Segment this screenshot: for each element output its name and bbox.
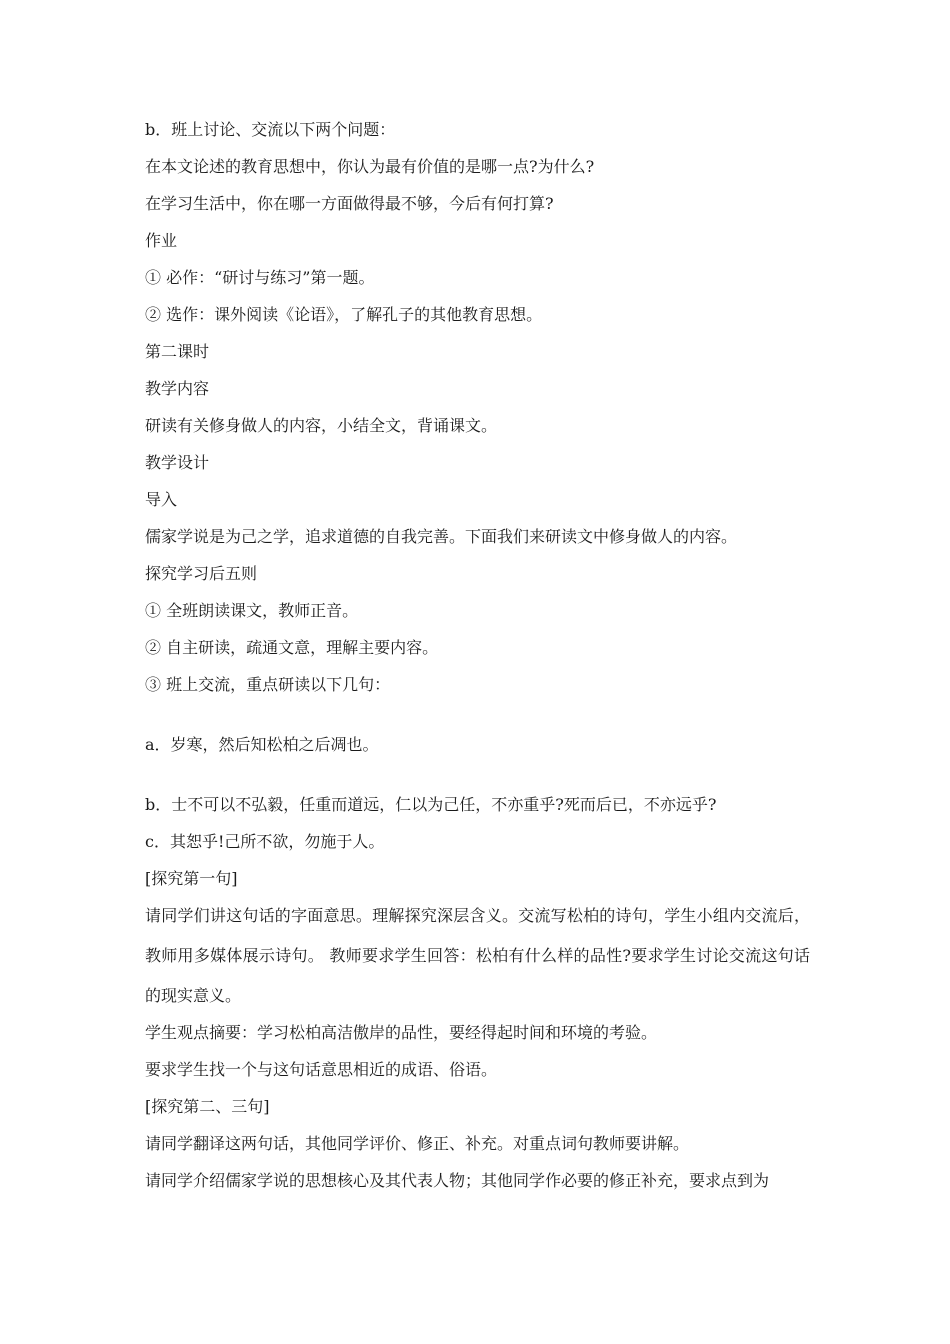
list-item: ③ 班上交流，重点研读以下几句： xyxy=(145,675,391,694)
text-line: b．班上讨论、交流以下两个问题： xyxy=(145,120,396,139)
text-line: 在本文论述的教育思想中，你认为最有价值的是哪一点?为什么? xyxy=(145,157,595,176)
list-item: ② 自主研读，疏通文意，理解主要内容。 xyxy=(145,638,439,657)
section-heading: 探究学习后五则 xyxy=(145,564,258,583)
text-line: 在学习生活中，你在哪一方面做得最不够，今后有何打算? xyxy=(145,194,554,213)
text-paragraph: 请同学们讲这句话的字面意思。理解探究深层含义。交流写松柏的诗句，学生小组内交流后，教师用多媒体展示诗句。 教师要求学生回答：松柏有什么样的品性?要求学生讨论交流这句话的现实意义。 xyxy=(145,906,810,1005)
section-heading: 导入 xyxy=(145,490,178,509)
text-line: 请同学翻译这两句话，其他同学评价、修正、补充。对重点词句教师要讲解。 xyxy=(145,1134,690,1153)
section-heading: 教学设计 xyxy=(145,453,210,472)
text-line: ① 必作：“研讨与练习”第一题。 xyxy=(145,268,375,287)
text-line: 要求学生找一个与这句话意思相近的成语、俗语。 xyxy=(145,1060,498,1079)
quote-line: a．岁寒，然后知松柏之后凋也。 xyxy=(145,735,379,754)
document-body xyxy=(145,120,815,1208)
text-line: 研读有关修身做人的内容，小结全文，背诵课文。 xyxy=(145,416,498,435)
section-heading: 第二课时 xyxy=(145,342,210,361)
text-line: 儒家学说是为己之学，追求道德的自我完善。下面我们来研读文中修身做人的内容。 xyxy=(145,527,738,546)
text-line: 请同学介绍儒家学说的思想核心及其代表人物；其他同学作必要的修正补充，要求点到为 xyxy=(145,1171,770,1190)
text-line: ② 选作：课外阅读《论语》，了解孔子的其他教育思想。 xyxy=(145,305,543,324)
text-line: 学生观点摘要：学习松柏高洁傲岸的品性，要经得起时间和环境的考验。 xyxy=(145,1023,658,1042)
quote-line: c．其恕乎!己所不欲，勿施于人。 xyxy=(145,832,385,851)
list-item: ① 全班朗读课文，教师正音。 xyxy=(145,601,359,620)
section-heading: [探究第一句] xyxy=(145,869,238,888)
section-heading: [探究第二、三句] xyxy=(145,1097,270,1116)
section-heading: 作业 xyxy=(145,231,178,250)
section-heading: 教学内容 xyxy=(145,379,210,398)
quote-line: b．士不可以不弘毅，任重而道远，仁以为己任，不亦重乎?死而后已，不亦远乎? xyxy=(145,795,717,814)
